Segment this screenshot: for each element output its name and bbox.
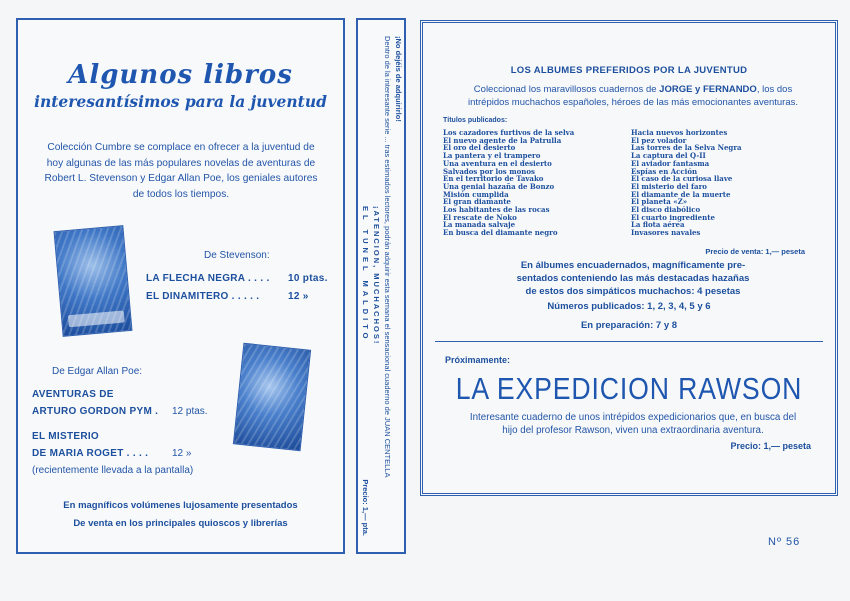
list-item: El rescate de Noko — [443, 212, 517, 222]
list-item: El oro del desierto — [443, 143, 516, 153]
book-title: EL MISTERIO — [32, 431, 100, 442]
intro-text: intrépidos muchachos españoles, héroes de las más emocionantes aventuras. — [467, 97, 799, 108]
list-item: Salvados por los monos — [443, 166, 535, 176]
spine-text: ¡No dejéis de adquirirlo! — [394, 36, 403, 122]
book-title: AVENTURAS DE — [32, 389, 114, 400]
list-item: Los habitantes de las rocas — [443, 205, 550, 215]
in-preparation: En preparación: 7 y 8 — [580, 320, 678, 331]
albums-ad-panel — [420, 20, 838, 496]
list-item: El aviador fantasma — [631, 158, 710, 168]
book-title: DE MARIA ROGET . . . . — [32, 448, 149, 459]
titles-list-right — [631, 129, 742, 237]
book-price: 12 » — [172, 448, 192, 459]
panel-subtitle: interesantísimos para la juventud — [34, 92, 327, 111]
desc-line: Interesante cuaderno de unos intrépidos expedicionarios que, en busca del — [469, 412, 797, 423]
list-item: Una aventura en el desierto — [443, 158, 552, 168]
books-ad-panel — [16, 18, 345, 554]
list-item: Misión cumplida — [443, 189, 509, 199]
list-item: La pantera y el trampero — [443, 151, 541, 161]
intro-text: , los dos — [756, 84, 793, 95]
intro-text: Coleccionad los maravillosos cuadernos de — [473, 84, 660, 95]
list-item: El planeta «Z» — [631, 197, 688, 207]
albums-line: sentados conteniendo las más destacadas hazañas — [516, 273, 750, 284]
feature-title: LA EXPEDICION RAWSON — [455, 371, 803, 406]
albums-paragraph — [463, 259, 803, 298]
list-item: En el territorio de Tavako — [443, 174, 544, 184]
spine-panel — [356, 18, 406, 554]
list-item: Hacia nuevos horizontes — [631, 128, 728, 137]
titles-label: Títulos publicados: — [443, 117, 508, 124]
book-cover-poe-image — [233, 343, 311, 452]
list-item: El disco diabólico — [631, 205, 701, 215]
book-title: EL DINAMITERO . . . . . — [146, 291, 260, 302]
list-item: El diamante de la muerte — [631, 189, 731, 199]
book-cover-stevenson-image — [54, 225, 133, 337]
book-title: ARTURO GORDON PYM . — [32, 406, 159, 417]
divider — [435, 341, 823, 342]
desc-line: hijo del profesor Rawson, viven una extraordinaria aventura. — [502, 425, 764, 436]
spine-price: Precio: 1,— pta. — [361, 479, 370, 536]
list-item: Espías en Acción — [631, 166, 698, 176]
titles-list-left — [443, 129, 574, 237]
albums-line: de estos dos simpáticos muchachos: 4 pesetas — [525, 286, 741, 297]
intro-line: hoy algunas de las más populares novelas de aventuras de — [46, 157, 316, 169]
list-item: El cuarto ingrediente — [631, 212, 715, 222]
albums-line: En álbumes encuadernados, magníficamente pre- — [520, 260, 746, 271]
stevenson-label: De Stevenson: — [204, 250, 270, 261]
coming-soon-label: Próximamente: — [445, 355, 511, 365]
panel-title: Algunos libros — [68, 60, 293, 90]
footer-line: En magníficos volúmenes lujosamente presentados — [63, 500, 298, 511]
book-price: 12 » — [288, 291, 309, 302]
list-item: El gran diamante — [443, 197, 511, 207]
book-title: LA FLECHA NEGRA . . . . — [146, 273, 270, 284]
list-item: En busca del diamante negro — [443, 228, 558, 238]
feature-description — [443, 411, 823, 437]
issue-number: Nº 56 — [768, 536, 801, 548]
poe-label: De Edgar Allan Poe: — [52, 366, 143, 377]
published-numbers: Números publicados: 1, 2, 3, 4, 5 y 6 — [547, 301, 711, 312]
list-item: El misterio del faro — [631, 181, 707, 191]
intro-line: Robert L. Stevenson y Edgar Allan Poe, los geniales autores — [44, 173, 318, 184]
list-item: La captura del Q-II — [631, 151, 706, 161]
list-item: El caso de la curiosa llave — [631, 174, 733, 184]
intro-paragraph — [443, 83, 823, 109]
unit-price: Precio de venta: 1,— peseta — [705, 247, 805, 256]
book-price: 12 ptas. — [172, 406, 208, 417]
intro-line: Colección Cumbre se complace en ofrecer a la juventud de — [47, 142, 315, 153]
footer-line: De venta en los principales quioscos y librerías — [73, 518, 288, 529]
list-item: Invasores navales — [631, 228, 701, 238]
spine-headline: ¡ATENCION, MUCHACHOS! — [372, 206, 381, 346]
spine-text: Dentro de la interesante serie ... tras estimados lectores, podrán adquirir esta semana el sensacional cuaderno de JUAN CENTELLA — [383, 36, 392, 478]
book-price: 10 ptas. — [288, 273, 328, 284]
list-item: La flota aérea — [631, 220, 685, 230]
intro-paragraph — [32, 140, 330, 202]
list-item: El nuevo agente de la Patrulla — [443, 135, 562, 145]
list-item: Los cazadores furtivos de la selva — [443, 128, 575, 137]
spine-title: EL TUNEL MALDITO — [361, 206, 370, 343]
list-item: Las torres de la Selva Negra — [631, 143, 742, 153]
intro-heroes: JORGE y FERNANDO — [659, 84, 757, 95]
list-item: El pez volador — [631, 135, 687, 145]
panel-heading: LOS ALBUMES PREFERIDOS POR LA JUVENTUD — [510, 65, 748, 76]
intro-line: de todos los tiempos. — [132, 188, 230, 200]
list-item: La manada salvaje — [443, 220, 516, 230]
feature-price: Precio: 1,— peseta — [730, 441, 811, 451]
book-note: (recientemente llevada a la pantalla) — [32, 465, 194, 476]
list-item: Una genial hazaña de Bonzo — [443, 181, 555, 191]
